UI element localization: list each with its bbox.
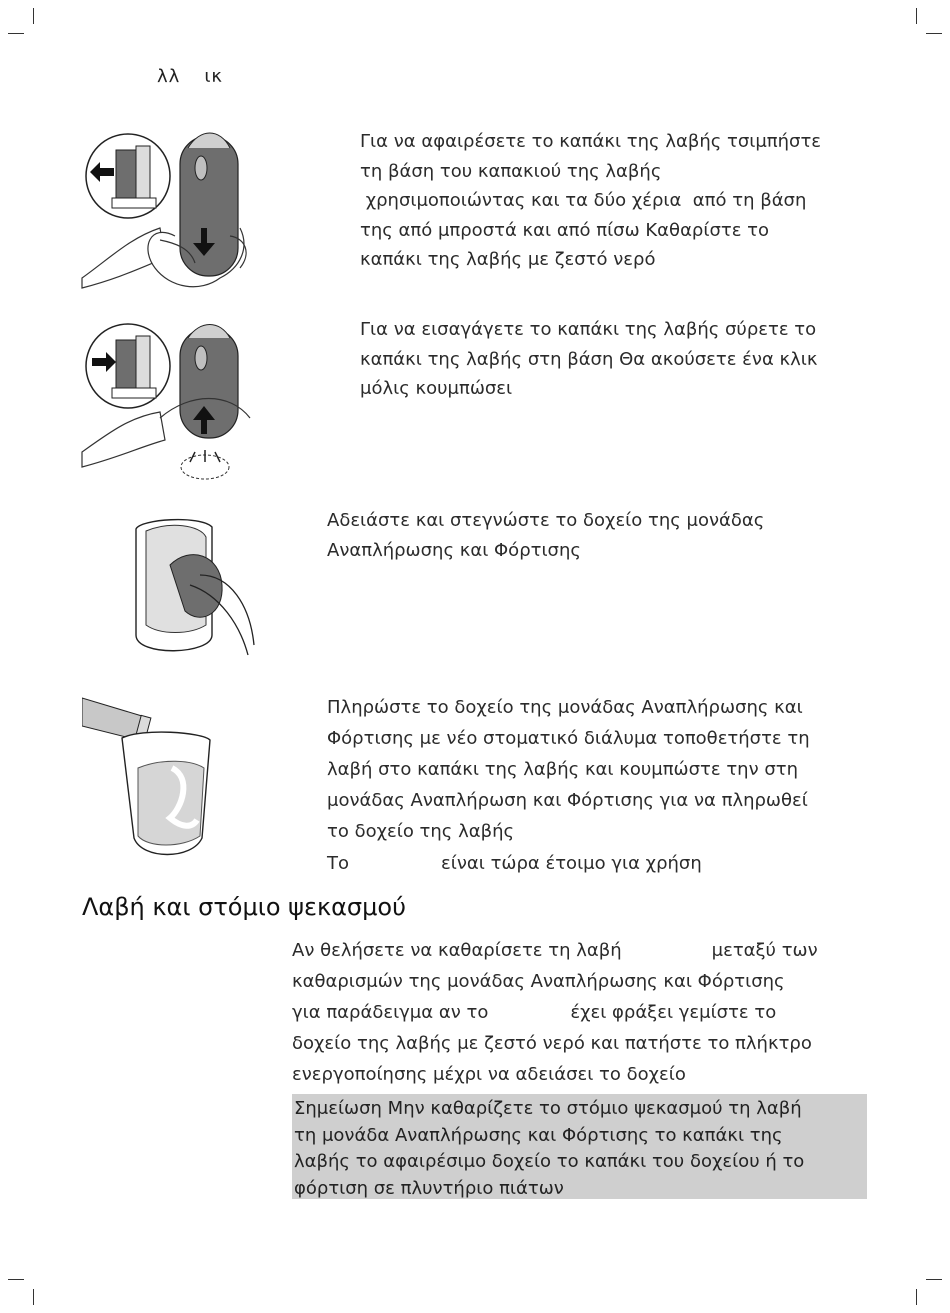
crop-mark — [926, 33, 942, 34]
text-line: καπάκι της λαβής στη βάση Θα ακούσετε ένα κλικ — [360, 348, 818, 370]
note-box — [292, 1094, 867, 1199]
illustration-dry-reservoir — [130, 515, 255, 663]
crop-mark — [916, 8, 917, 24]
ready-part2: είναι τώρα έτοιμο για χρήση — [441, 853, 702, 874]
crop-mark — [8, 33, 24, 34]
step-1-text — [360, 127, 821, 275]
text-line: Πληρώστε το δοχείο της μονάδας Αναπλήρωσης και — [327, 697, 803, 718]
crop-mark — [916, 1289, 917, 1305]
text-line — [292, 935, 818, 966]
text-line: Για να αφαιρέσετε το καπάκι της λαβής τσιμπήστε — [360, 131, 822, 152]
text-line — [292, 1028, 818, 1059]
text-fragment: δοχείο της λαβής με ζεστό νερό και πατήστε το πλήκτρο — [292, 1033, 812, 1054]
crop-mark — [33, 8, 34, 24]
header-left: λλ — [157, 66, 181, 87]
text-line: μονάδας Αναπλήρωση και Φόρτισης για να πληρωθεί — [327, 790, 808, 811]
text-line: Για να εισαγάγετε το καπάκι της λαβής σύρετε το — [360, 319, 817, 340]
text-line: Αναπλήρωσης και Φόρτισης — [327, 539, 581, 561]
page-header — [157, 66, 223, 87]
ready-line — [327, 849, 702, 879]
text-line: Αδειάστε και στεγνώστε το δοχείο της μονάδας — [327, 510, 765, 531]
text-line: χρησιμοποιώντας και τα δύο χέρια από τη βάση — [360, 190, 807, 211]
section-body — [292, 935, 818, 1090]
text-fragment: Αν θελήσετε να καθαρίσετε τη λαβή — [292, 940, 622, 961]
section-title: Λαβή και στόμιο ψεκασμού — [82, 893, 406, 921]
note-line: λαβής το αφαιρέσιμο δοχείο το καπάκι του δοχείου ή το — [294, 1151, 805, 1172]
text-fragment: για παράδειγμα αν το — [292, 1002, 489, 1023]
crop-mark — [33, 1289, 34, 1305]
text-line: καπάκι της λαβής με ζεστό νερό — [360, 249, 656, 270]
text-line — [292, 997, 818, 1028]
illustration-insert-cap — [80, 322, 255, 490]
text-fragment: έχει φράξει γεμίστε το — [570, 1002, 777, 1023]
text-line — [292, 966, 818, 997]
text-line: τη βάση του καπακιού της λαβής — [360, 160, 662, 182]
crop-mark — [926, 1279, 942, 1280]
illustration-fill-reservoir — [82, 688, 212, 860]
text-line: Φόρτισης με νέο στοματικό διάλυμα τοποθετήστε τη — [327, 728, 810, 749]
text-fragment: καθαρισμών της μονάδας Αναπλήρωσης και Φόρτισης — [292, 971, 785, 992]
crop-mark — [8, 1279, 24, 1280]
text-line — [292, 1059, 818, 1090]
step-4-text — [327, 692, 810, 847]
step-3-text — [327, 506, 764, 565]
note-line: φόρτιση σε πλυντήριο πιάτων — [294, 1177, 564, 1199]
header-right: ικ — [204, 66, 224, 87]
text-fragment: μεταξύ των — [711, 940, 818, 961]
text-line: λαβή στο καπάκι της λαβής και κουμπώστε την στη — [327, 759, 798, 780]
note-line: τη μονάδα Αναπλήρωσης και Φόρτισης το καπάκι της — [294, 1124, 783, 1146]
illustration-remove-cap — [80, 128, 255, 300]
text-line: μόλις κουμπώσει — [360, 378, 513, 399]
text-line: της από μπροστά και από πίσω Καθαρίστε το — [360, 219, 769, 241]
note-line: Σημείωση Μην καθαρίζετε το στόμιο ψεκασμού τη λαβή — [294, 1098, 802, 1119]
step-2-text — [360, 315, 818, 404]
text-fragment: ενεργοποίησης μέχρι να αδειάσει το δοχείο — [292, 1064, 686, 1085]
ready-part1: Το — [327, 853, 350, 874]
text-line: το δοχείο της λαβής — [327, 821, 515, 842]
